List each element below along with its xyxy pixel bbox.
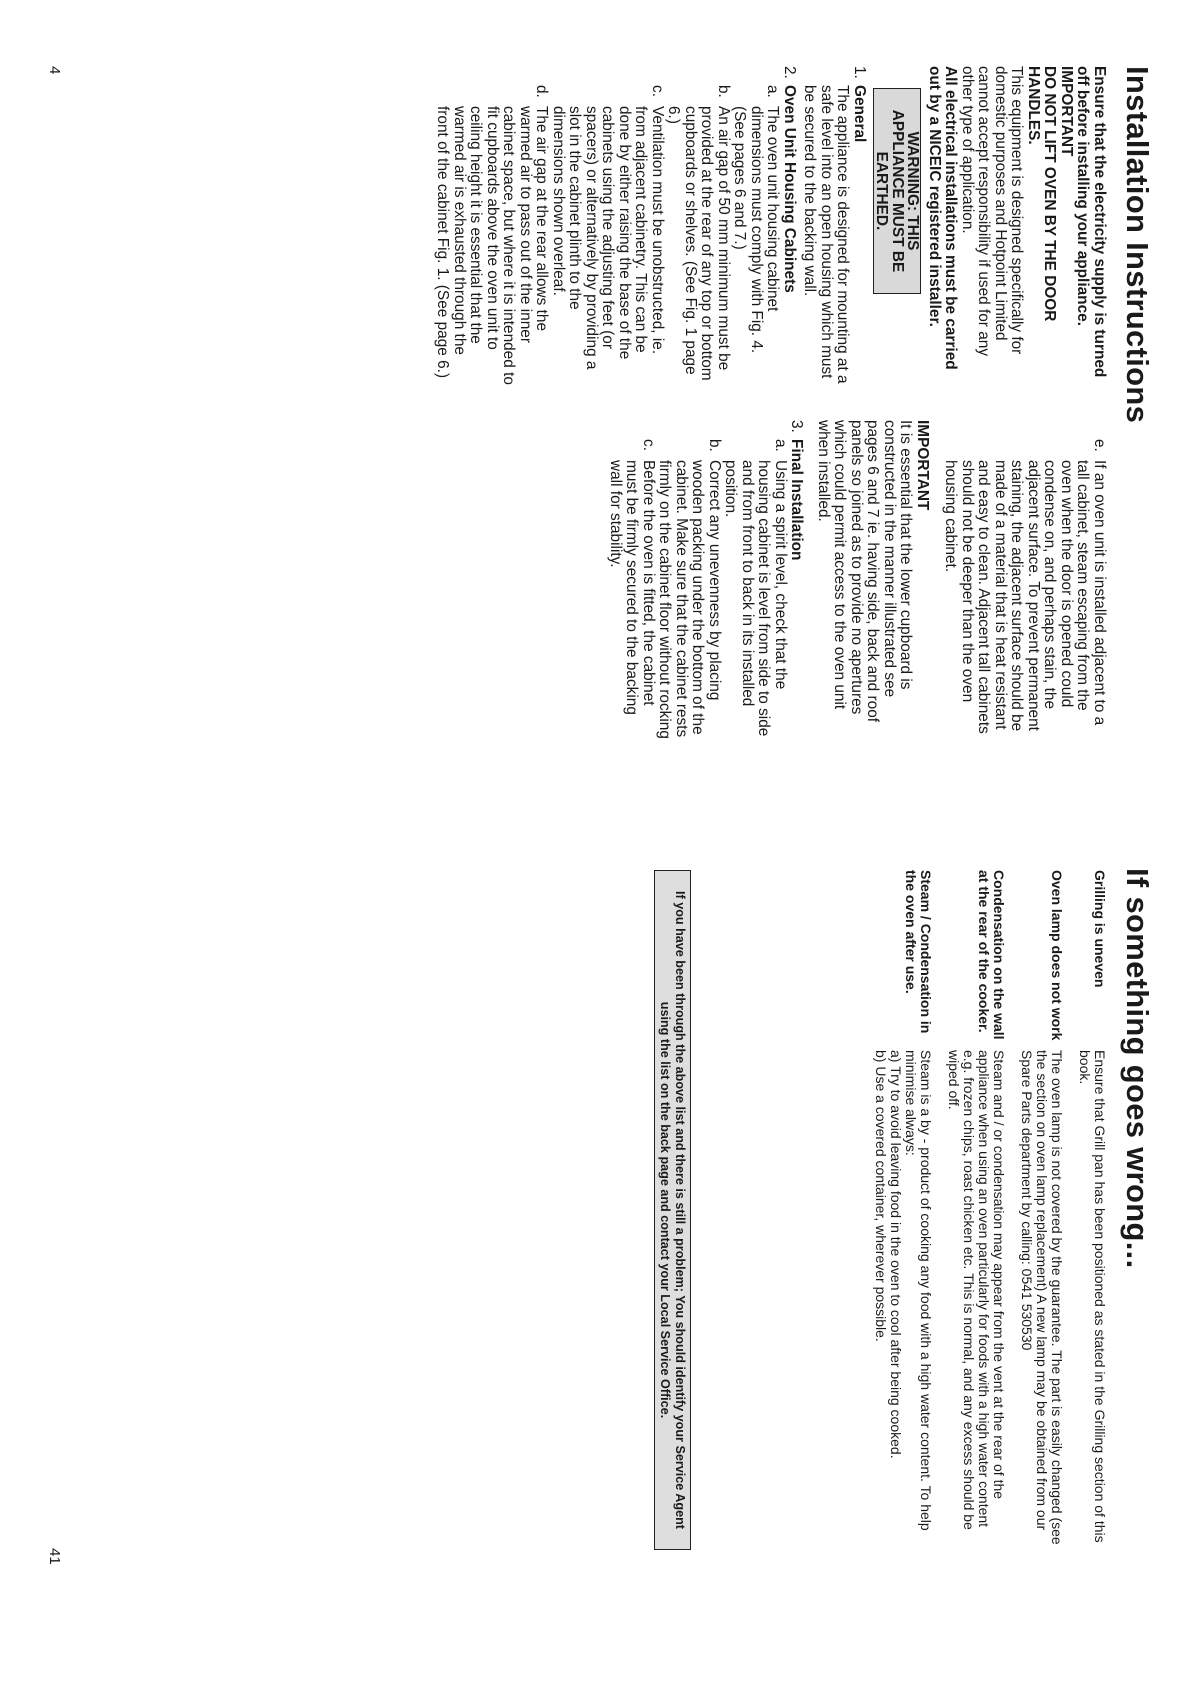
list-text: If an oven unit is installed adjacent to a tall cabinet, steam escaping from the oven when the door is opened could condense on, and perhaps stain, the adjacent surface. To prevent permanent staining, the adjacent surface should be made of a material that is heat resistant and easy to clean. Adjacent tall cabinets should not be deeper than the oven housing cabinet. [942, 460, 1108, 734]
list-item [731, 85, 781, 388]
troubleshooting-title: If something goes wrong... [1120, 868, 1155, 1269]
intro-paragraph: IMPORTANT [1058, 66, 1075, 157]
table-row [946, 870, 1006, 1550]
solution-line: Ensure that Grill pan has been positioned as stated in the Grilling section of this book. [1077, 1050, 1108, 1543]
list-text: Before the oven is fitted, the cabinet must be firmly secured to the backing wall for stability. [607, 460, 657, 715]
list-item [656, 439, 722, 742]
intro-paragraph: Ensure that the electricity supply is turned off before installing your appliance. [1074, 66, 1108, 378]
list-item [607, 439, 657, 742]
service-notice-box: If you have been through the above list and there is still a problem; You should identify your Service Agent using the list on the back page and contact your Local Service Office. [654, 870, 691, 1550]
list-letter: e. [1091, 439, 1108, 452]
intro-paragraph: This equipment is designed specifically for domestic purposes and Hotpoint Limited cannot accept responsibility if used for any other type of application. [959, 66, 1026, 357]
important-body: It is essential that the lower cupboard is constructed in the manner illustrated see pages 6 and 7 ie. having side, back and roof panels so joined as to provide no apertures which could permit access to the oven unit when installed. [815, 420, 915, 723]
intro-paragraph: DO NOT LIFT OVEN BY THE DOOR HANDLES. [1025, 66, 1059, 322]
problem-label: Grilling is uneven [1092, 870, 1108, 988]
page-number-right: 41 [46, 1548, 63, 1565]
page-number-left: 4 [46, 66, 63, 75]
list-letter: a. [764, 85, 782, 98]
installation-column-2 [607, 420, 1108, 742]
solution-line: Steam is a by - product of cooking any food with a high water content. To help minimise always: [903, 1050, 934, 1531]
solution-text [946, 1050, 1006, 1550]
installation-column-1 [434, 66, 1107, 388]
section-body: The appliance is designed for mounting at a safe level into an open housing which must be secured to the backing wall. [801, 85, 852, 384]
list-text: An air gap of 50 mm minimum must be provided at the rear of any top or bottom cupboards or shelves. (See Fig. 1 page 6.) [665, 106, 732, 381]
table-row [1019, 870, 1064, 1550]
section-number: 2. [781, 66, 798, 79]
installation-intro [926, 66, 1108, 388]
table-row [873, 870, 933, 1550]
solution-text [873, 1050, 933, 1550]
list-letter: a. [772, 439, 789, 452]
warning-box: WARNING: THIS APPLIANCE MUST BE EARTHED. [873, 88, 922, 294]
section-heading: Final Installation [788, 439, 806, 561]
solution-line: b) Use a covered container, wherever possible. [873, 1050, 889, 1342]
table-row [1077, 870, 1107, 1550]
installation-title: Installation Instructions [1120, 66, 1155, 424]
problem-label: Oven lamp does not work [1049, 870, 1065, 1041]
list-item [942, 439, 1107, 742]
list-letter: c. [640, 439, 657, 451]
solution-text [1019, 1050, 1064, 1550]
solution-line: Steam and / or condensation may appear from the vent at the rear of the appliance when using an oven particularly for foods with a high water content e.g. frozen chips, roast chicken etc. This is normal, and any excess should be wiped off. [946, 1050, 1007, 1530]
list-item [665, 85, 731, 388]
list-item [550, 85, 666, 388]
list-letter: d. [533, 85, 551, 98]
solution-text [1077, 1050, 1107, 1550]
list-letter: b. [706, 439, 723, 452]
problem-label: Condensation on the wall at the rear of the cooker. [976, 870, 1007, 1040]
list-item [722, 439, 788, 742]
list-text: The oven unit housing cabinet dimensions must comply with Fig. 4. (See pages 6 and 7.) [731, 106, 782, 354]
section-number: 1. [851, 66, 868, 79]
section-housing-cabinets [434, 66, 797, 388]
intro-paragraph: All electrical installations must be carried out by a NICEIC registered installer. [926, 66, 960, 370]
list-text: Correct any unevenness by placing wooden packing under the bottom of the cabinet. Make sure that the cabinet rests firmly on the cabinet floor without rocking [656, 460, 723, 739]
solution-line: a) Try to avoid leaving food in the oven to cool after being cooked. [888, 1050, 904, 1459]
list-text: Ventilation must be unobstructed, ie. from adjacent cabinetry. This can be done by either raising the base of the cabinets using the adjusting feet (or spacers) or alternatively by providing a slot in the cabinet plinth to the dimensions shown overleaf. [550, 106, 666, 370]
section-heading: General [851, 85, 868, 143]
important-heading: IMPORTANT [914, 420, 931, 511]
list-letter: c. [649, 85, 666, 97]
list-item [434, 85, 550, 388]
list-text: The air gap at the rear allows the warmed air to pass out of the inner cabinet space, but where it is intended to fit cupboards above the oven unit to ceiling height it is essential that the warmed air is exhausted through the front of the cabinet Fig. 1. (See page 6.) [434, 106, 551, 385]
troubleshooting-table [873, 870, 1107, 1550]
section-general [801, 66, 867, 388]
list-letter: b. [715, 85, 732, 98]
solution-line: The oven lamp is not covered by the guarantee. The part is easily changed (see the section on oven lamp replacement) A new lamp may be obtained from our Spare Parts department by calling: 0541 530530 [1019, 1050, 1065, 1545]
problem-label: Steam / Condensation in the oven after use. [903, 870, 934, 1034]
section-final-installation [607, 420, 805, 742]
list-text: Using a spirit level, check that the housing cabinet is level from side to side and from front to back in its installed position. [722, 460, 789, 737]
section-number: 3. [788, 420, 806, 433]
section-heading: Oven Unit Housing Cabinets [781, 85, 798, 293]
